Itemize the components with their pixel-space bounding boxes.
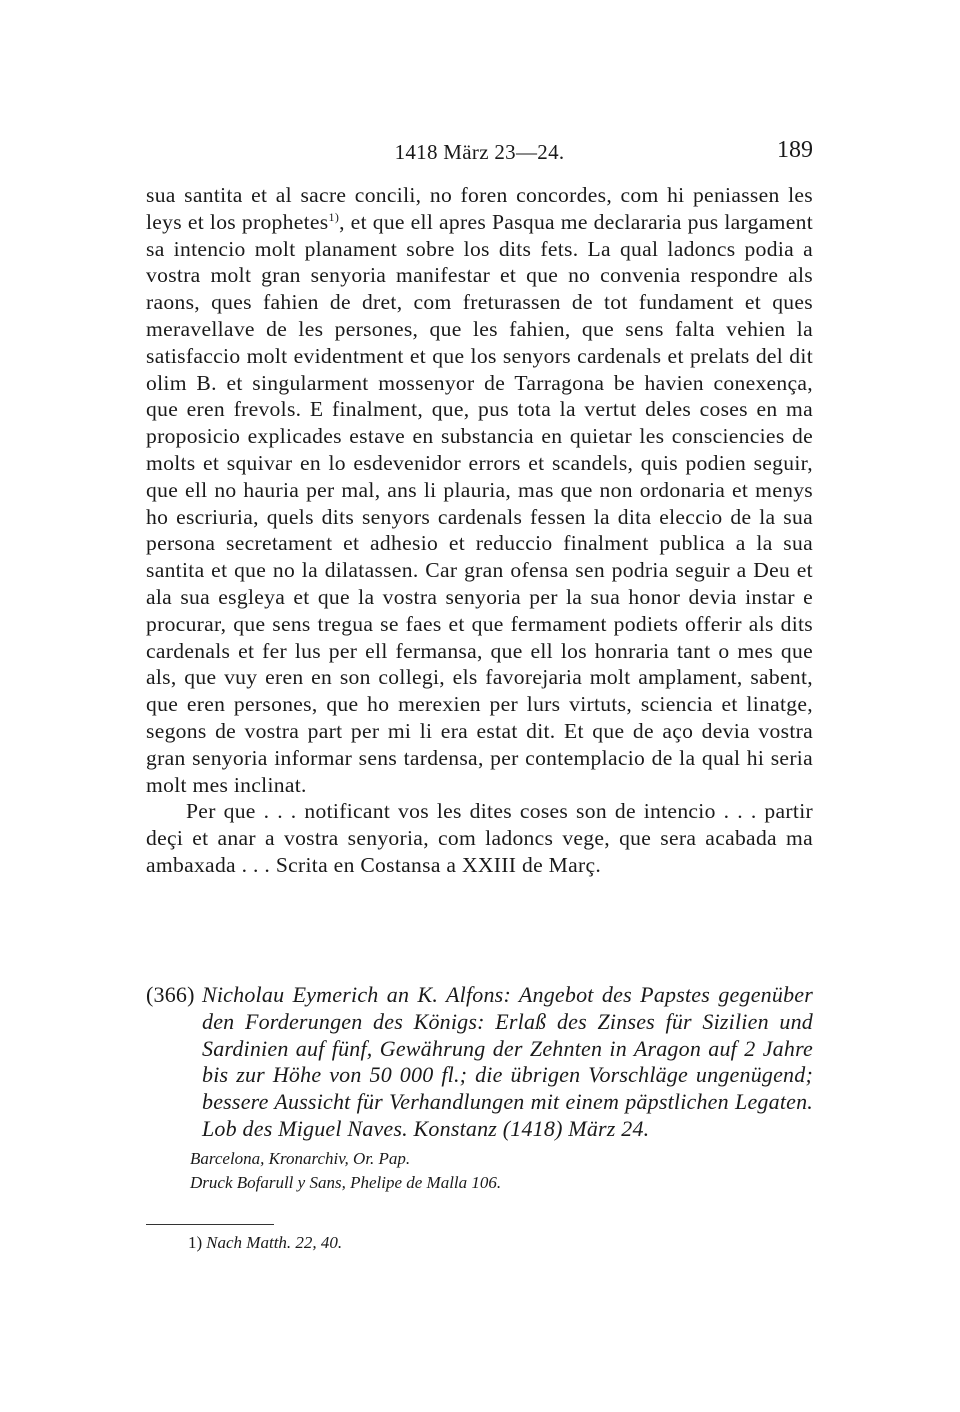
document-entry (146, 982, 813, 1195)
paragraph-text: sua santita et al sacre concili, no foren concordes, com hi peniassen les leys et los prophetes (146, 183, 813, 234)
footnote-text: Nach Matth. 22, 40. (206, 1233, 343, 1252)
source-citation (190, 1147, 813, 1195)
footnote (188, 1233, 342, 1253)
footnote-divider (146, 1224, 274, 1225)
paragraph: Per que . . . notificant vos les dites coses son de intencio . . . partir deçi et anar a vostra senyoria, com ladoncs vege, que sera acabada ma ambaxada . . . Scrita en Costansa a XXIII de Març. (146, 799, 813, 877)
paragraph-text: , et que ell apres Pasqua me declararia pus largament sa intencio molt planament sobre los dits fets. La qual ladoncs podia a vostra molt gran senyoria manifestar et que no convenia respondre als raons, ques fahien de dret, com freturassen de tot fundament et ques meravellave de les persones, que les fahien, que sens falta vehien la satisfaccio molt evidentment et que los senyors cardenals et prelats del dit olim B. et singularment mossenyor de Tarragona be havien conexença, que eren frevols. E finalment, que, pus tota la vertut deles coses en ma proposicio explicades estave en substancia en quietar les consciencies de molts et squivar en lo esdevenidor errors et scandels, quis podien seguir, que ell no hauria per mal, ans li plauria, mas que non ordonaria et menys ho escriuria, quels dits senyors cardenals fessen la dita eleccio de la sua persona secretament et adhesio et reduccio finalment publica a la sua santita et que no la dilatassen. Car gran ofensa sen podria seguir a Deu et ala sua esgleya et que la vostra senyoria per la sua honor devia instar e procurar, que sens tregua se faes et que fermament podiets offerir als dits cardenals et fer lus per ell fermansa, que ell los honraria tant o mes que als, que vuy eren en son collegi, els favorejaria molt amplament, sabent, que eren persones, que ho merexien per lurs virtuts, sciencia et linatge, segons de vostra part per mi li era estat dit. Et que de aço devia vostra gran senyoria informar sens tardensa, per contemplacio de la qual hi seria molt mes inclinat. (146, 209, 813, 797)
footnote-mark: 1) (188, 1233, 203, 1252)
page-number: 189 (777, 137, 813, 163)
entry-heading (146, 982, 813, 1143)
footnote-reference: 1) (328, 209, 340, 224)
source-print: Druck Bofarull y Sans, Phelipe de Malla 106. (190, 1172, 502, 1192)
paragraph (146, 182, 813, 798)
letter-text (146, 182, 813, 879)
page-header (146, 137, 813, 170)
source-archive: Barcelona, Kronarchiv, Or. Pap. (190, 1148, 411, 1168)
running-head: 1418 März 23—24. (394, 140, 565, 164)
entry-number: (366) (146, 982, 195, 1007)
entry-summary: Nicholau Eymerich an K. Alfons: Angebot des Papstes gegenüber den Forderungen des Königs: Erlaß des Zinses für Sizilien und Sardinien auf fünf, Gewährung der Zehnten in Aragon auf 2 Jahre bis zur Höhe von 50 000 fl.; die übrigen Vorschläge ungenügend; bessere Aussicht für Verhandlungen mit einem päpstlichen Legaten. Lob des Miguel Naves. Konstanz (1418) März 24. (202, 982, 813, 1141)
